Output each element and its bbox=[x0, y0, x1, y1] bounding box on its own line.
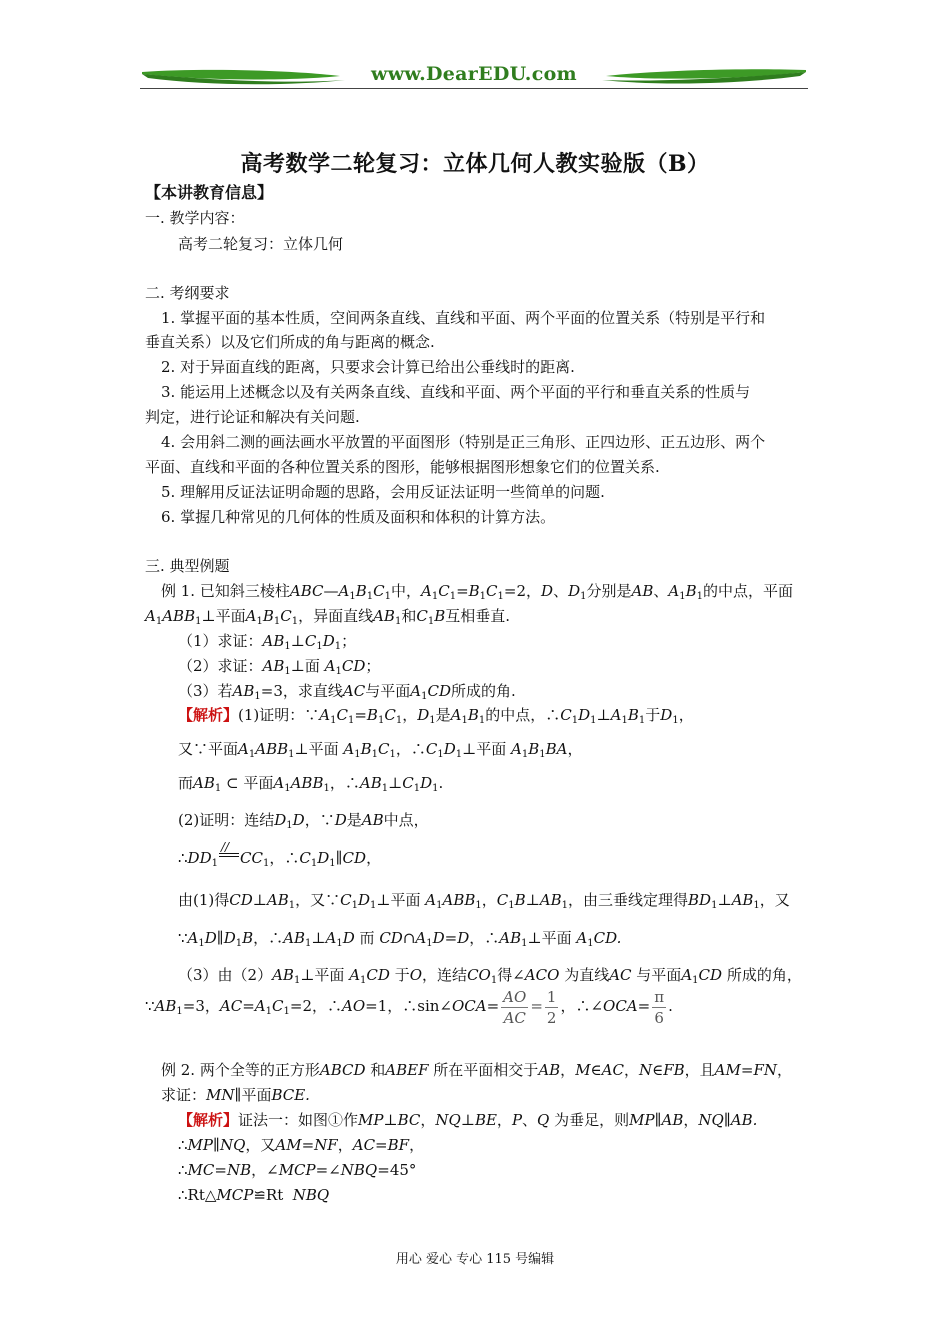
page-title: 高考数学二轮复习：立体几何人教实验版（B） bbox=[240, 151, 710, 177]
ex1-proof-line5: $\therefore DD_1$ // $CC_1$，$\therefore C_1D_1\parallel CD$， bbox=[178, 840, 382, 869]
ex2-proof-line1: 【解析】证法一：如图①作MP⊥BC，NQ⊥BE，P、Q 为垂足，则MP∥AB，NQ∥AB. bbox=[178, 1111, 758, 1129]
ex2-proof-line4: ∴Rt△MCP≌Rt NBQ bbox=[178, 1186, 330, 1204]
ex2-statement-line1: 例 2. 两个全等的正方形ABCD 和ABEF 所在平面相交于AB，M∈AC，N∈FB，且AM=FN， bbox=[161, 1061, 793, 1079]
s1-heading: 一. 教学内容： bbox=[145, 209, 245, 227]
section-tag: 【本讲教育信息】 bbox=[145, 183, 274, 202]
fraction-one-half: $\frac{1}{2}$ bbox=[546, 987, 557, 1027]
ex2-proof-line3: ∴MC=NB，∠MCP=∠NBQ=45° bbox=[178, 1161, 417, 1179]
s2-item1-b: 垂直关系）以及它们所成的角与距离的概念. bbox=[145, 333, 435, 351]
fraction-pi-sixth: $\frac{\pi}{6}$ bbox=[654, 987, 665, 1027]
ex1-proof-line1: 【解析】(1)证明：$\because A_1C_1=B_1C_1$，$D_1$是$A_1B_1$的中点，$\therefore C_1D_1\perp A_1B_1$于$D_1$， bbox=[178, 706, 694, 726]
page-footer: 用心 爱心 专心 115 号编辑 bbox=[395, 1252, 555, 1267]
ex1-proof-line6: 由(1)得$CD\perp AB_1$，又$\because C_1D_1\perp$平面 $A_1ABB_1$，$C_1B\perp AB_1$，由三垂线定理得$BD_1\perp AB_1$，又 bbox=[178, 891, 790, 911]
ex1-question3: （3）若$AB_1=3$，求直线AC与平面$A_1CD$所成的角. bbox=[178, 682, 516, 702]
s2-item4-a: 4. 会用斜二测的画法画水平放置的平面图形（特别是正三角形、正四边形、正五边形、两个 bbox=[161, 433, 766, 451]
s2-item6: 6. 掌握几种常见的几何体的性质及面积和体积的计算方法。 bbox=[161, 508, 556, 526]
ex1-proof-line7: $\because A_1D\parallel D_1B$，$\therefore AB_1\perp A_1D$ 而 $CD\cap A_1D=D$，$\therefore AB_1\perp$平面 $A_1CD$. bbox=[178, 929, 622, 949]
s2-item5: 5. 理解用反证法证明命题的思路，会用反证法证明一些简单的问题. bbox=[161, 483, 605, 501]
s1-content: 高考二轮复习：立体几何 bbox=[178, 235, 344, 253]
ex1-question2: （2）求证：$AB_1\perp$面 $A_1CD$； bbox=[178, 657, 381, 677]
jiexi-label-2: 【解析】 bbox=[178, 1111, 239, 1129]
ex1-proof-line3: 而$AB_1$ ⊂ 平面$A_1ABB_1$，$\therefore AB_1\perp C_1D_1$. bbox=[178, 774, 444, 794]
s2-item3-b: 判定，进行论证和解决有关问题. bbox=[145, 408, 360, 426]
ex1-statement-line1: 例 1. 已知斜三棱柱$ABC—A_1B_1C_1$中，$A_1C_1=B_1C_1=2$，D、$D_1$分别是AB、$A_1B_1$的中点，平面 bbox=[161, 582, 794, 602]
ex1-statement-line2: $A_1ABB_1\perp$平面$A_1B_1C_1$，异面直线$AB_1$和$C_1B$互相垂直. bbox=[145, 607, 511, 627]
s2-item4-b: 平面、直线和平面的各种位置关系的图形，能够根据图形想象它们的位置关系. bbox=[145, 458, 660, 476]
banner-site-name: www.DearEDU.com bbox=[371, 63, 577, 85]
s2-heading: 二. 考纲要求 bbox=[145, 284, 230, 302]
header-rule bbox=[140, 88, 808, 89]
s2-item3-a: 3. 能运用上述概念以及有关两条直线、直线和平面、两个平面的平行和垂直关系的性质与 bbox=[161, 383, 751, 401]
ex2-statement-line2: 求证：MN∥平面BCE. bbox=[161, 1086, 310, 1104]
ex1-proof-line8: （3）由$(2)AB_1\perp$平面 $A_1CD$ 于O，连结$CO_1$得∠ACO 为直线AC 与平面$A_1CD$ 所成的角， bbox=[178, 966, 802, 986]
s2-item1-a: 1. 掌握平面的基本性质，空间两条直线、直线和平面、两个平面的位置关系（特别是平行和 bbox=[161, 309, 766, 327]
ex1-proof-line4: (2)证明：连结$D_1D$，∵D是AB中点， bbox=[178, 811, 429, 831]
ex1-proof-line2: 又∵平面$A_1ABB_1\perp$平面 $A_1B_1C_1$，$\therefore C_1D_1\perp$平面 $A_1B_1BA$， bbox=[178, 740, 583, 760]
ex2-proof-line2: ∴MP∥NQ，又AM=NF，AC=BF， bbox=[178, 1136, 425, 1154]
s2-item2: 2. 对于异面直线的距离，只要求会计算已给出公垂线时的距离. bbox=[161, 358, 575, 376]
fraction-ao-ac: $\frac{AO}{AC}$ bbox=[503, 987, 527, 1027]
jiexi-label: 【解析】 bbox=[178, 706, 239, 724]
ex1-proof-line9: $\because AB_1=3$，$AC=A_1C_1=2$，∴AO=1，∴sin∠OCA= $\frac{AO}{AC}$ = $\frac{1}{2}$ ，∴∠OCA= $\frac{\pi}{6}$ . bbox=[145, 987, 673, 1027]
s3-heading: 三. 典型例题 bbox=[145, 557, 230, 575]
ex1-question1: （1）求证：$AB_1\perp C_1D_1$； bbox=[178, 632, 357, 652]
